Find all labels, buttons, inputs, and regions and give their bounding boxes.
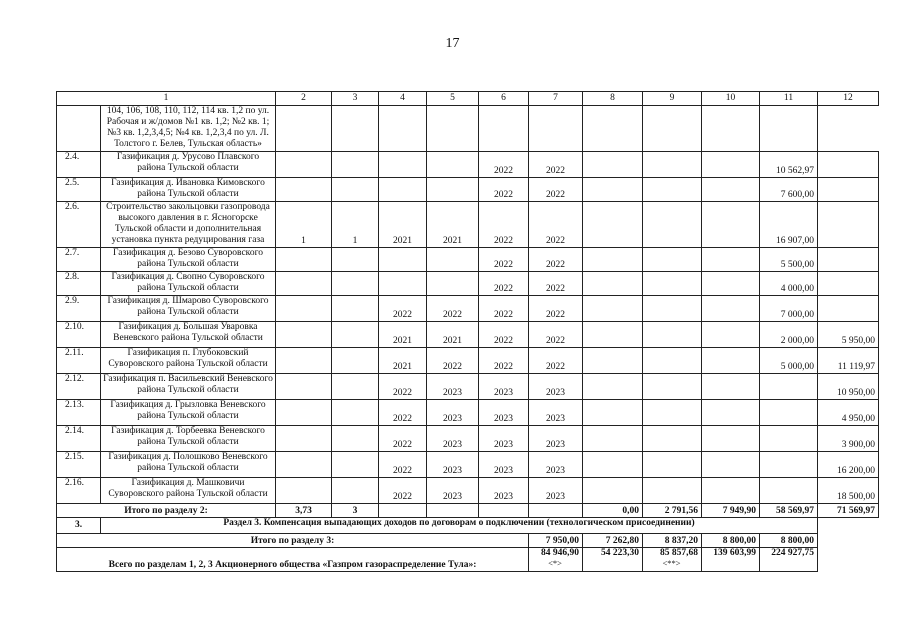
total-cell: 3,73 (276, 504, 332, 518)
empty-cell (276, 106, 332, 152)
row-cell: 2 000,00 (760, 322, 818, 348)
row-cell (427, 152, 479, 178)
row-number: 2.9. (57, 296, 101, 322)
header-cell: 12 (818, 92, 879, 106)
row-number: 2.6. (57, 202, 101, 248)
row-cell (276, 178, 332, 202)
total-section-3-row (57, 534, 879, 548)
row-cell: 2022 (379, 478, 427, 504)
table-row (57, 348, 879, 374)
row-number: 2.10. (57, 322, 101, 348)
row-cell: 2022 (479, 322, 529, 348)
table-row (57, 452, 879, 478)
row-cell (818, 202, 879, 248)
row-name: Газификация д. Безово Суворовского района Тульской области (101, 248, 276, 272)
row-name: Газификация д. Шмарово Суворовского района Тульской области (101, 296, 276, 322)
row-cell: 2022 (479, 348, 529, 374)
row-cell (643, 272, 702, 296)
header-cell: 1 (57, 92, 276, 106)
row-cell: 2022 (479, 248, 529, 272)
row-cell: 2021 (379, 202, 427, 248)
row-cell (583, 202, 643, 248)
row-cell: 2021 (427, 322, 479, 348)
row-cell (702, 426, 760, 452)
row-cell: 18 500,00 (818, 478, 879, 504)
grand-total-row (57, 548, 879, 572)
row-cell (427, 178, 479, 202)
row-name: Газификация д. Большая Уваровка Веневского района Тульской области (101, 322, 276, 348)
row-cell (379, 248, 427, 272)
row-cell: 2023 (479, 452, 529, 478)
row-cell (583, 374, 643, 400)
row-cell: 2021 (427, 202, 479, 248)
row-cell: 2023 (427, 400, 479, 426)
row-cell (818, 296, 879, 322)
row-cell (760, 400, 818, 426)
total-cell: 0,00 (583, 504, 643, 518)
table-row (57, 322, 879, 348)
row-cell: 2022 (529, 322, 583, 348)
continuation-text: 104, 106, 108, 110, 112, 114 кв. 1,2 по ул. Рабочая и ж/домов №1 кв. 1,2; №2 кв. 1; №3 кв. 1,2,3,4,5; №4 кв. 1,2,3,4 по ул. Л. Толстого г. Белев, Тульская область» (101, 106, 276, 152)
empty-cell (427, 106, 479, 152)
grand-total-cell (643, 548, 702, 572)
total-cell: 8 800,00 (760, 534, 818, 548)
row-cell: 4 000,00 (760, 272, 818, 296)
header-cell: 8 (583, 92, 643, 106)
row-cell (643, 478, 702, 504)
header-cell: 10 (702, 92, 760, 106)
row-number: 2.13. (57, 400, 101, 426)
row-cell: 2023 (529, 426, 583, 452)
row-cell: 2022 (427, 296, 479, 322)
table-row (57, 272, 879, 296)
row-cell: 2022 (427, 348, 479, 374)
total-cell: 8 837,20 (643, 534, 702, 548)
row-cell: 5 950,00 (818, 322, 879, 348)
row-cell: 2022 (529, 348, 583, 374)
row-cell: 2023 (479, 400, 529, 426)
row-name: Газификация д. Ивановка Кимовского района Тульской области (101, 178, 276, 202)
row-cell (276, 426, 332, 452)
row-cell (332, 452, 379, 478)
total-cell: 58 569,97 (760, 504, 818, 518)
row-cell: 2023 (479, 478, 529, 504)
table-row (57, 296, 879, 322)
row-cell (379, 152, 427, 178)
row-cell (583, 248, 643, 272)
row-cell: 2023 (479, 374, 529, 400)
grand-total-value: 84 946,90 (541, 548, 579, 558)
table-row (57, 426, 879, 452)
page-number: 17 (445, 36, 460, 51)
row-cell (818, 178, 879, 202)
row-cell (332, 152, 379, 178)
row-cell (702, 322, 760, 348)
empty-cell (57, 106, 101, 152)
row-cell (643, 400, 702, 426)
row-cell (583, 452, 643, 478)
row-cell (583, 400, 643, 426)
row-cell (276, 248, 332, 272)
row-cell (818, 152, 879, 178)
total-cell: 7 262,80 (583, 534, 643, 548)
table-row (57, 478, 879, 504)
row-cell: 7 000,00 (760, 296, 818, 322)
row-cell (818, 272, 879, 296)
row-name: Газификация д. Машковичи Суворовского района Тульской области (101, 478, 276, 504)
row-cell: 2022 (379, 296, 427, 322)
total-cell: 71 569,97 (818, 504, 879, 518)
empty-cell (760, 106, 818, 152)
row-name: Газификация д. Свопно Суворовского района Тульской области (101, 272, 276, 296)
row-cell (760, 426, 818, 452)
row-cell (702, 152, 760, 178)
empty-cell (529, 504, 583, 518)
row-cell (702, 296, 760, 322)
row-cell: 5 000,00 (760, 348, 818, 374)
row-cell: 16 907,00 (760, 202, 818, 248)
row-number: 2.16. (57, 478, 101, 504)
row-cell: 2023 (529, 374, 583, 400)
row-number: 2.15. (57, 452, 101, 478)
row-cell (583, 178, 643, 202)
row-cell: 2022 (479, 202, 529, 248)
column-number-row (57, 92, 879, 106)
row-cell (332, 178, 379, 202)
row-name: Газификация д. Урусово Плавского района Тульской области (101, 152, 276, 178)
empty-cell (332, 106, 379, 152)
total-section-2-row (57, 504, 879, 518)
header-cell: 7 (529, 92, 583, 106)
row-cell (332, 478, 379, 504)
row-cell: 2022 (479, 152, 529, 178)
row-cell (702, 178, 760, 202)
row-number: 2.14. (57, 426, 101, 452)
row-cell (332, 248, 379, 272)
row-cell (643, 178, 702, 202)
empty-cell (479, 504, 529, 518)
row-cell: 10 562,97 (760, 152, 818, 178)
row-name: Газификация п. Глубоковский Суворовского района Тульской области (101, 348, 276, 374)
row-cell: 1 (332, 202, 379, 248)
section-number: 3. (57, 518, 101, 534)
row-cell (583, 322, 643, 348)
row-name: Газификация п. Васильевский Веневского района Тульской области (101, 374, 276, 400)
row-cell (276, 400, 332, 426)
row-cell: 2022 (529, 296, 583, 322)
header-cell: 3 (332, 92, 379, 106)
row-cell: 2021 (379, 322, 427, 348)
row-number: 2.11. (57, 348, 101, 374)
grand-total-cell (529, 548, 583, 572)
continuation-row (57, 106, 879, 152)
header-cell: 6 (479, 92, 529, 106)
table-row (57, 202, 879, 248)
row-cell (332, 400, 379, 426)
row-cell: 2023 (427, 478, 479, 504)
row-cell: 2022 (529, 272, 583, 296)
row-cell: 2023 (529, 478, 583, 504)
row-name: Строительство закольцовки газопровода высокого давления в г. Ясногорске Тульской области и дополнительная установка пункта редуцирования газа (101, 202, 276, 248)
row-cell: 2022 (379, 452, 427, 478)
row-cell (583, 272, 643, 296)
row-cell (760, 478, 818, 504)
grand-total-cell: 224 927,75 (760, 548, 818, 572)
row-cell (702, 400, 760, 426)
row-cell: 16 200,00 (818, 452, 879, 478)
empty-cell (379, 504, 427, 518)
empty-cell (427, 504, 479, 518)
table-row (57, 248, 879, 272)
row-cell (643, 248, 702, 272)
row-cell: 2022 (529, 248, 583, 272)
row-cell (427, 248, 479, 272)
row-cell (702, 272, 760, 296)
row-cell (332, 374, 379, 400)
row-cell: 5 500,00 (760, 248, 818, 272)
row-cell (332, 426, 379, 452)
table-row (57, 374, 879, 400)
row-cell (276, 296, 332, 322)
row-cell (583, 152, 643, 178)
row-cell: 2022 (529, 152, 583, 178)
row-cell (643, 452, 702, 478)
row-cell: 2022 (529, 178, 583, 202)
total-cell: 2 791,56 (643, 504, 702, 518)
row-cell (702, 478, 760, 504)
total-cell: 8 800,00 (702, 534, 760, 548)
row-cell: 1 (276, 202, 332, 248)
row-number: 2.5. (57, 178, 101, 202)
row-cell (643, 322, 702, 348)
row-cell (643, 152, 702, 178)
row-cell (583, 478, 643, 504)
row-cell (702, 202, 760, 248)
row-cell: 2022 (379, 426, 427, 452)
grand-total-cell: 54 223,30 (583, 548, 643, 572)
row-cell (332, 348, 379, 374)
row-cell: 3 900,00 (818, 426, 879, 452)
row-cell (583, 296, 643, 322)
row-cell: 2022 (479, 296, 529, 322)
row-number: 2.4. (57, 152, 101, 178)
header-cell: 11 (760, 92, 818, 106)
row-cell (276, 152, 332, 178)
empty-cell (702, 106, 760, 152)
total-cell: 7 950,00 (529, 534, 583, 548)
row-cell (702, 348, 760, 374)
header-cell: 5 (427, 92, 479, 106)
investment-program-table (56, 91, 879, 572)
row-cell: 2022 (529, 202, 583, 248)
total-label: Итого по разделу 3: (57, 534, 529, 548)
row-cell: 4 950,00 (818, 400, 879, 426)
section-title: Раздел 3. Компенсация выпадающих доходов по договорам о подключении (технологическом присоединении) (101, 518, 818, 534)
row-cell (702, 374, 760, 400)
row-cell (818, 248, 879, 272)
row-cell (583, 348, 643, 374)
grand-total-label: Всего по разделам 1, 2, 3 Акционерного общества «Газпром газораспределение Тула»: (57, 548, 529, 572)
row-cell: 2023 (427, 452, 479, 478)
row-number: 2.8. (57, 272, 101, 296)
row-cell: 2023 (479, 426, 529, 452)
total-cell: 7 949,90 (702, 504, 760, 518)
row-cell (643, 426, 702, 452)
row-cell: 2022 (379, 400, 427, 426)
row-cell: 2021 (379, 348, 427, 374)
total-cell: 3 (332, 504, 379, 518)
row-cell (702, 248, 760, 272)
row-cell: 2023 (529, 452, 583, 478)
row-cell (643, 202, 702, 248)
row-cell (427, 272, 479, 296)
row-name: Газификация д. Грызловка Веневского района Тульской области (101, 400, 276, 426)
row-cell: 7 600,00 (760, 178, 818, 202)
row-cell (276, 348, 332, 374)
row-cell: 2023 (529, 400, 583, 426)
table-row (57, 152, 879, 178)
empty-cell (379, 106, 427, 152)
empty-cell (529, 106, 583, 152)
row-cell (276, 478, 332, 504)
section-3-header-row (57, 518, 879, 534)
row-number: 2.12. (57, 374, 101, 400)
row-cell (643, 348, 702, 374)
row-cell (332, 322, 379, 348)
row-cell: 2022 (379, 374, 427, 400)
row-cell: 2022 (479, 272, 529, 296)
footnote-mark: <**> (662, 558, 681, 568)
row-cell: 11 119,97 (818, 348, 879, 374)
row-cell (643, 296, 702, 322)
row-cell: 2023 (427, 374, 479, 400)
table-row (57, 178, 879, 202)
row-cell (276, 322, 332, 348)
header-cell: 4 (379, 92, 427, 106)
row-cell: 10 950,00 (818, 374, 879, 400)
row-cell (643, 374, 702, 400)
row-cell (760, 452, 818, 478)
grand-total-cell: 139 603,99 (702, 548, 760, 572)
row-number: 2.7. (57, 248, 101, 272)
row-cell (332, 272, 379, 296)
row-cell (276, 272, 332, 296)
row-cell (276, 374, 332, 400)
row-cell (332, 296, 379, 322)
row-cell: 2023 (427, 426, 479, 452)
row-cell (760, 374, 818, 400)
header-cell: 9 (643, 92, 702, 106)
row-cell: 2022 (479, 178, 529, 202)
row-cell (583, 426, 643, 452)
row-cell (379, 178, 427, 202)
empty-cell (583, 106, 643, 152)
row-cell (702, 452, 760, 478)
row-name: Газификация д. Торбеевка Веневского района Тульской области (101, 426, 276, 452)
row-cell (276, 452, 332, 478)
total-label: Итого по разделу 2: (57, 504, 276, 518)
table-row (57, 400, 879, 426)
row-name: Газификация д. Полошково Веневского района Тульской области (101, 452, 276, 478)
empty-cell (643, 106, 702, 152)
header-cell: 2 (276, 92, 332, 106)
footnote-mark: <*> (548, 558, 562, 568)
grand-total-value: 85 857,68 (660, 548, 698, 558)
empty-cell (479, 106, 529, 152)
row-cell (379, 272, 427, 296)
